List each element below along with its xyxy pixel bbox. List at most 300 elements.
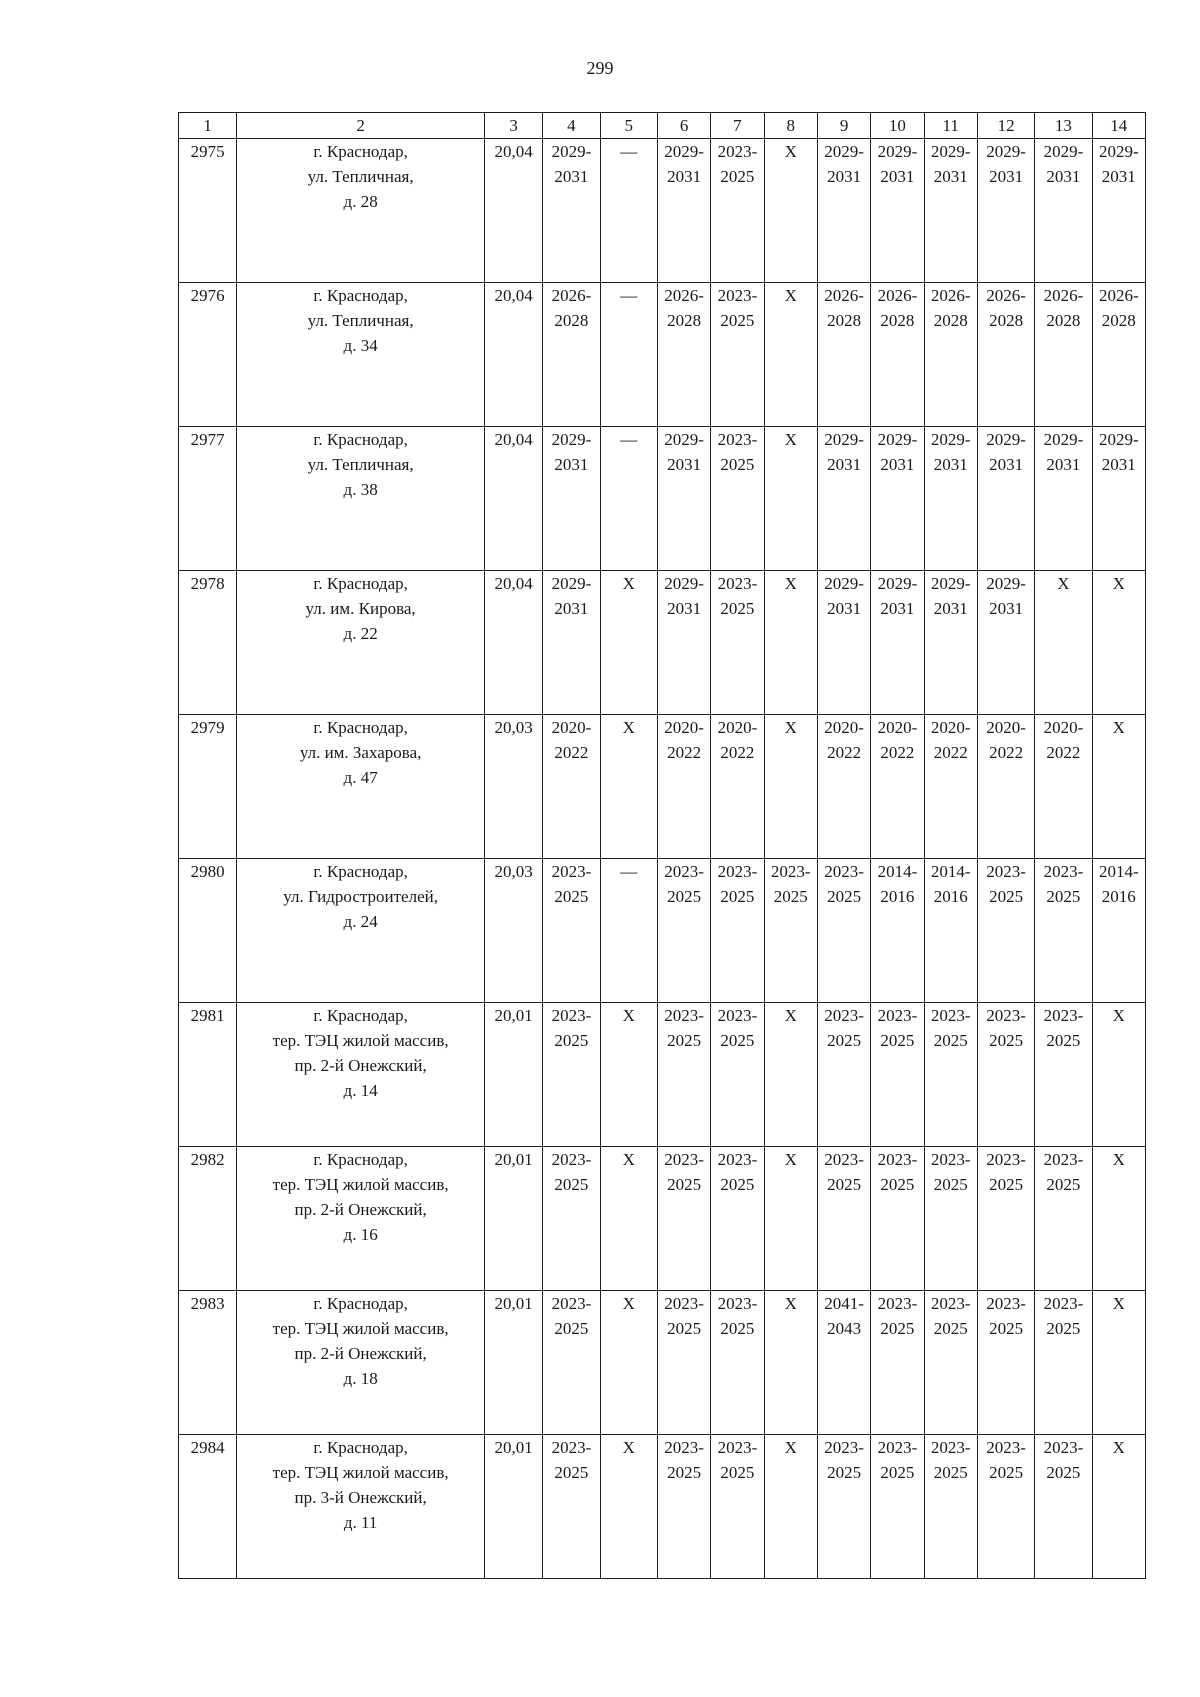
address-line: г. Краснодар, [313, 1006, 408, 1025]
area-cell: 20,04 [484, 283, 542, 427]
column-header: 7 [711, 113, 764, 139]
area-cell: 20,01 [484, 1291, 542, 1435]
period-line: 2020- [986, 718, 1026, 737]
period-line: 2031 [989, 455, 1024, 474]
period-line: 2014- [1098, 862, 1139, 881]
address-cell [237, 1147, 485, 1291]
period-line: 2026- [664, 286, 704, 305]
period-cell [977, 283, 1034, 427]
mark-text: X [784, 286, 797, 305]
period-line: 2029- [551, 430, 592, 449]
period-cell [543, 1003, 600, 1147]
address-line: д. 34 [343, 336, 378, 355]
period-line: 2031 [1046, 167, 1081, 186]
period-cell [924, 139, 977, 283]
area-cell: 20,01 [484, 1147, 542, 1291]
mark-cell [1092, 715, 1145, 859]
period-line: 2031 [989, 599, 1024, 618]
period-line: 2023- [664, 1150, 704, 1169]
period-cell [977, 1435, 1034, 1579]
period-line: 2023- [770, 862, 811, 881]
area-cell: 20,04 [484, 139, 542, 283]
period-line: 2028 [1101, 311, 1136, 330]
mark-text: — [620, 142, 638, 161]
table-row [179, 859, 1146, 1003]
column-header: 6 [657, 113, 710, 139]
address-line: г. Краснодар, [313, 142, 408, 161]
column-header: 5 [600, 113, 657, 139]
mark-cell [764, 571, 817, 715]
period-cell [711, 1147, 764, 1291]
period-cell [871, 1291, 924, 1435]
period-cell [871, 1435, 924, 1579]
period-line: 2023- [551, 1438, 592, 1457]
period-cell [871, 139, 924, 283]
period-line: 2023- [1043, 862, 1084, 881]
period-cell [543, 1147, 600, 1291]
period-cell [817, 571, 870, 715]
address-line: д. 16 [343, 1225, 378, 1244]
period-line: 2028 [554, 311, 589, 330]
mark-text: X [622, 574, 635, 593]
period-line: 2031 [933, 455, 968, 474]
mark-text: X [784, 142, 797, 161]
address-line: д. 22 [343, 624, 378, 643]
row-number: 2981 [179, 1003, 237, 1147]
address-line: пр. 2-й Онежский, [294, 1056, 427, 1075]
period-cell [657, 427, 710, 571]
mark-text: X [622, 1294, 635, 1313]
mark-cell [764, 1147, 817, 1291]
address-line: г. Краснодар, [313, 430, 408, 449]
period-line: 2025 [554, 1175, 589, 1194]
period-cell [1092, 139, 1145, 283]
period-cell [543, 1291, 600, 1435]
period-line: 2031 [1046, 455, 1081, 474]
address-line: тер. ТЭЦ жилой массив, [272, 1463, 449, 1482]
period-line: 2025 [1046, 1319, 1081, 1338]
period-line: 2025 [933, 1463, 968, 1482]
row-number: 2979 [179, 715, 237, 859]
period-line: 2028 [933, 311, 968, 330]
period-line: 2029- [1098, 430, 1139, 449]
column-header: 1 [179, 113, 237, 139]
row-number: 2983 [179, 1291, 237, 1435]
period-line: 2023- [930, 1006, 971, 1025]
table-row [179, 1147, 1146, 1291]
period-line: 2022 [827, 743, 862, 762]
period-line: 2028 [1046, 311, 1081, 330]
period-line: 2023- [717, 1294, 758, 1313]
period-line: 2023- [986, 1438, 1026, 1457]
period-cell [711, 1435, 764, 1579]
period-line: 2023- [986, 1294, 1026, 1313]
period-line: 2020- [930, 718, 971, 737]
period-line: 2025 [720, 599, 755, 618]
column-header: 8 [764, 113, 817, 139]
address-line: ул. им. Кирова, [305, 599, 416, 618]
address-line: д. 28 [343, 192, 378, 211]
period-line: 2025 [720, 1031, 755, 1050]
period-line: 2029- [664, 574, 704, 593]
period-cell [711, 1291, 764, 1435]
period-cell [1035, 715, 1092, 859]
period-line: 2025 [933, 1319, 968, 1338]
period-line: 2014- [877, 862, 918, 881]
period-line: 2023- [717, 574, 758, 593]
period-line: 2029- [1098, 142, 1139, 161]
period-cell [924, 427, 977, 571]
period-line: 2023- [551, 1006, 592, 1025]
period-line: 2025 [933, 1031, 968, 1050]
address-cell [237, 571, 485, 715]
area-cell: 20,03 [484, 715, 542, 859]
period-cell [977, 1291, 1034, 1435]
period-line: 2023- [1043, 1006, 1084, 1025]
mark-text: — [620, 862, 638, 881]
period-line: 2023- [717, 862, 758, 881]
address-line: ул. им. Захарова, [299, 743, 422, 762]
address-line: тер. ТЭЦ жилой массив, [272, 1175, 449, 1194]
mark-text: X [1112, 1438, 1125, 1457]
period-cell [924, 1003, 977, 1147]
period-line: 2023- [877, 1006, 918, 1025]
row-number: 2980 [179, 859, 237, 1003]
period-line: 2025 [720, 1319, 755, 1338]
area-cell: 20,01 [484, 1435, 542, 1579]
period-line: 2025 [720, 455, 755, 474]
period-line: 2023- [986, 862, 1026, 881]
period-cell [817, 1147, 870, 1291]
area-cell: 20,04 [484, 571, 542, 715]
mark-text: X [622, 1438, 635, 1457]
period-cell [657, 859, 710, 1003]
period-cell [871, 715, 924, 859]
period-cell [924, 1291, 977, 1435]
period-cell [1035, 1435, 1092, 1579]
period-line: 2031 [827, 167, 862, 186]
period-cell [543, 427, 600, 571]
period-line: 2028 [827, 311, 862, 330]
period-line: 2029- [824, 142, 864, 161]
period-line: 2022 [989, 743, 1024, 762]
period-cell [711, 1003, 764, 1147]
mark-text: X [784, 1438, 797, 1457]
column-header: 11 [924, 113, 977, 139]
period-cell [1035, 283, 1092, 427]
period-line: 2025 [720, 887, 755, 906]
period-line: 2020- [1043, 718, 1084, 737]
period-line: 2023- [986, 1006, 1026, 1025]
period-cell [924, 1435, 977, 1579]
mark-cell [764, 427, 817, 571]
period-cell [543, 283, 600, 427]
period-line: 2026- [986, 286, 1026, 305]
address-line: г. Краснодар, [313, 574, 408, 593]
period-cell [711, 283, 764, 427]
mark-text: X [784, 718, 797, 737]
period-cell [817, 427, 870, 571]
period-cell [1035, 1291, 1092, 1435]
period-cell [871, 571, 924, 715]
period-line: 2020- [824, 718, 864, 737]
header-row [179, 113, 1146, 139]
period-line: 2025 [720, 311, 755, 330]
period-cell [711, 571, 764, 715]
period-line: 2029- [986, 430, 1026, 449]
area-cell: 20,01 [484, 1003, 542, 1147]
row-number: 2982 [179, 1147, 237, 1291]
mark-text: X [1112, 1006, 1125, 1025]
period-line: 2016 [933, 887, 968, 906]
address-cell [237, 715, 485, 859]
period-line: 2026- [877, 286, 918, 305]
address-line: г. Краснодар, [313, 1294, 408, 1313]
period-line: 2026- [551, 286, 592, 305]
period-line: 2016 [880, 887, 915, 906]
period-line: 2023- [551, 862, 592, 881]
mark-cell [764, 139, 817, 283]
period-line: 2025 [667, 1175, 702, 1194]
period-cell [817, 283, 870, 427]
period-cell [817, 715, 870, 859]
address-line: д. 38 [343, 480, 378, 499]
period-line: 2041- [824, 1294, 864, 1313]
table-row [179, 427, 1146, 571]
mark-text: — [620, 286, 638, 305]
period-line: 2028 [667, 311, 702, 330]
mark-cell [600, 715, 657, 859]
table-row [179, 715, 1146, 859]
table-row [179, 283, 1146, 427]
period-cell [711, 139, 764, 283]
period-line: 2025 [720, 1175, 755, 1194]
period-line: 2023- [664, 1294, 704, 1313]
period-line: 2025 [933, 1175, 968, 1194]
mark-cell [764, 1435, 817, 1579]
address-line: д. 14 [343, 1081, 378, 1100]
period-line: 2025 [880, 1319, 915, 1338]
period-line: 2023- [1043, 1150, 1084, 1169]
mark-cell [1035, 571, 1092, 715]
period-line: 2031 [989, 167, 1024, 186]
period-line: 2023- [930, 1438, 971, 1457]
period-cell [1035, 859, 1092, 1003]
period-line: 2025 [554, 1031, 589, 1050]
period-cell [1092, 859, 1145, 1003]
mark-text: X [784, 574, 797, 593]
address-line: д. 24 [343, 912, 378, 931]
mark-cell [600, 1291, 657, 1435]
mark-text: X [1057, 574, 1070, 593]
address-line: ул. Тепличная, [307, 167, 414, 186]
period-line: 2026- [1043, 286, 1084, 305]
period-line: 2031 [880, 599, 915, 618]
period-line: 2023- [877, 1150, 918, 1169]
period-cell [924, 571, 977, 715]
mark-text: X [784, 430, 797, 449]
period-line: 2020- [551, 718, 592, 737]
mark-text: X [784, 1150, 797, 1169]
period-line: 2028 [989, 311, 1024, 330]
address-line: тер. ТЭЦ жилой массив, [272, 1031, 449, 1050]
column-header: 9 [817, 113, 870, 139]
address-cell [237, 427, 485, 571]
address-cell [237, 283, 485, 427]
column-header: 4 [543, 113, 600, 139]
period-line: 2025 [989, 1175, 1024, 1194]
period-cell [817, 859, 870, 1003]
period-line: 2025 [1046, 887, 1081, 906]
mark-text: X [784, 1006, 797, 1025]
period-cell [1035, 1003, 1092, 1147]
mark-text: X [1112, 718, 1125, 737]
period-line: 2023- [824, 1438, 864, 1457]
table-row [179, 571, 1146, 715]
period-line: 2025 [989, 887, 1024, 906]
address-line: д. 11 [343, 1513, 378, 1532]
table-row [179, 1003, 1146, 1147]
period-line: 2031 [827, 455, 862, 474]
period-line: 2026- [930, 286, 971, 305]
period-line: 2029- [1043, 430, 1084, 449]
period-line: 2025 [1046, 1175, 1081, 1194]
period-cell [711, 859, 764, 1003]
period-line: 2025 [1046, 1031, 1081, 1050]
period-line: 2031 [880, 455, 915, 474]
period-line: 2031 [1101, 455, 1136, 474]
period-line: 2031 [1101, 167, 1136, 186]
period-line: 2020- [717, 718, 758, 737]
mark-cell [1092, 1147, 1145, 1291]
period-cell [543, 571, 600, 715]
period-line: 2025 [720, 167, 755, 186]
period-line: 2031 [667, 167, 702, 186]
period-line: 2029- [930, 430, 971, 449]
column-header: 2 [237, 113, 485, 139]
area-cell: 20,03 [484, 859, 542, 1003]
mark-cell [764, 283, 817, 427]
row-number: 2976 [179, 283, 237, 427]
period-cell [871, 859, 924, 1003]
period-line: 2043 [827, 1319, 862, 1338]
period-line: 2023- [717, 142, 758, 161]
table-row [179, 1291, 1146, 1435]
period-line: 2020- [664, 718, 704, 737]
mark-text: X [622, 1006, 635, 1025]
period-line: 2029- [824, 574, 864, 593]
period-line: 2023- [664, 862, 704, 881]
period-line: 2031 [933, 167, 968, 186]
period-line: 2023- [986, 1150, 1026, 1169]
period-line: 2025 [880, 1463, 915, 1482]
period-cell [924, 715, 977, 859]
period-line: 2023- [930, 1150, 971, 1169]
period-line: 2025 [667, 1319, 702, 1338]
period-line: 2025 [667, 1463, 702, 1482]
period-cell [871, 1003, 924, 1147]
period-line: 2029- [1043, 142, 1084, 161]
period-line: 2025 [720, 1463, 755, 1482]
address-line: пр. 3-й Онежский, [294, 1488, 427, 1507]
period-line: 2023- [664, 1006, 704, 1025]
period-line: 2023- [930, 1294, 971, 1313]
mark-text: X [1112, 574, 1125, 593]
address-line: пр. 2-й Онежский, [294, 1344, 427, 1363]
table-row [179, 1435, 1146, 1579]
period-cell [1035, 139, 1092, 283]
period-line: 2031 [827, 599, 862, 618]
period-line: 2031 [554, 599, 589, 618]
period-line: 2023- [717, 1438, 758, 1457]
mark-cell [764, 715, 817, 859]
period-cell [817, 139, 870, 283]
period-line: 2025 [827, 1175, 862, 1194]
period-line: 2031 [667, 599, 702, 618]
period-cell [924, 283, 977, 427]
period-cell [977, 427, 1034, 571]
period-cell [657, 571, 710, 715]
period-line: 2025 [827, 1463, 862, 1482]
period-cell [924, 859, 977, 1003]
period-line: 2029- [930, 574, 971, 593]
period-line: 2023- [1043, 1438, 1084, 1457]
period-line: 2029- [551, 574, 592, 593]
mark-text: X [622, 718, 635, 737]
column-header: 3 [484, 113, 542, 139]
row-number: 2977 [179, 427, 237, 571]
period-cell [711, 715, 764, 859]
period-cell [871, 283, 924, 427]
period-cell [657, 139, 710, 283]
address-line: ул. Тепличная, [307, 311, 414, 330]
period-line: 2023- [717, 286, 758, 305]
period-cell [871, 427, 924, 571]
address-cell [237, 1291, 485, 1435]
period-line: 2031 [667, 455, 702, 474]
period-line: 2025 [667, 1031, 702, 1050]
column-header: 14 [1092, 113, 1145, 139]
address-line: ул. Гидростроителей, [283, 887, 438, 906]
address-line: ул. Тепличная, [307, 455, 414, 474]
table-row [179, 139, 1146, 283]
period-line: 2025 [989, 1319, 1024, 1338]
mark-text: X [784, 1294, 797, 1313]
column-header: 13 [1035, 113, 1092, 139]
period-line: 2025 [773, 887, 808, 906]
period-line: 2026- [1098, 286, 1139, 305]
period-line: 2025 [554, 887, 589, 906]
period-cell [977, 1147, 1034, 1291]
period-line: 2025 [554, 1463, 589, 1482]
period-line: 2029- [986, 574, 1026, 593]
period-line: 2029- [664, 430, 704, 449]
mark-cell [1092, 1435, 1145, 1579]
period-line: 2023- [824, 862, 864, 881]
period-cell [817, 1291, 870, 1435]
mark-cell [1092, 1003, 1145, 1147]
period-line: 2022 [880, 743, 915, 762]
period-line: 2029- [664, 142, 704, 161]
period-cell [1092, 427, 1145, 571]
row-number: 2984 [179, 1435, 237, 1579]
period-cell [924, 1147, 977, 1291]
address-cell [237, 1435, 485, 1579]
period-line: 2026- [824, 286, 864, 305]
period-line: 2016 [1101, 887, 1136, 906]
address-line: д. 18 [343, 1369, 378, 1388]
period-cell [764, 859, 817, 1003]
